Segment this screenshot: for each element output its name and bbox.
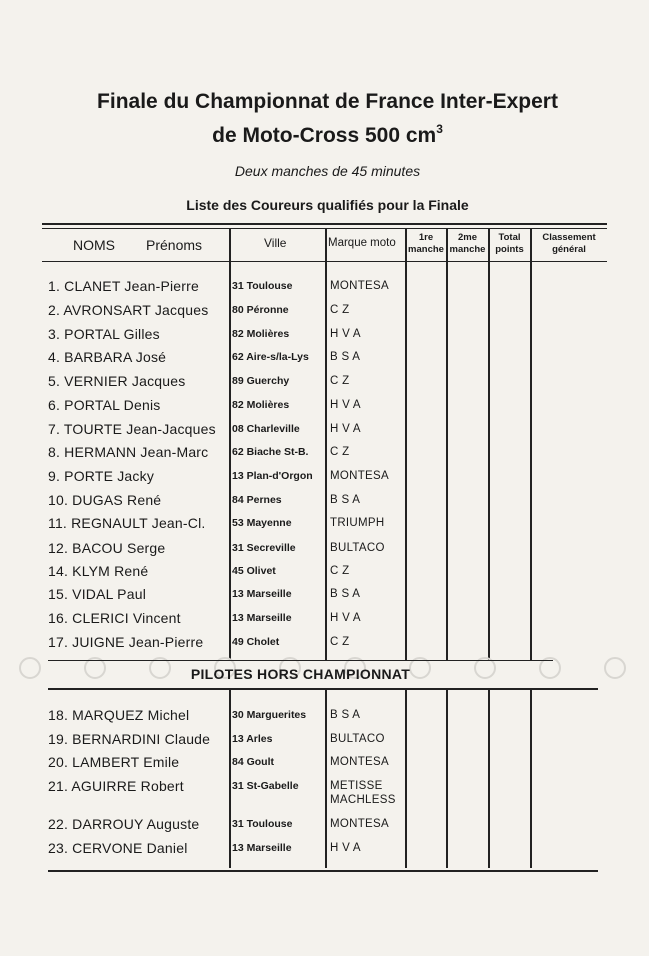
header-classement-line2: général [552, 244, 586, 255]
rider-city: 13 Marseille [232, 588, 292, 600]
table-row [0, 840, 649, 864]
table-row [0, 707, 649, 731]
header-manche-1-line2: manche [408, 244, 444, 255]
rider-moto: H V A [330, 328, 361, 340]
rider-city: 30 Marguerites [232, 709, 307, 721]
title-line-1: Finale du Championnat de France Inter-Expert [97, 90, 558, 113]
rider-city: 45 Olivet [232, 565, 276, 577]
rider-city: 82 Molières [232, 328, 290, 340]
rider-city: 13 Marseille [232, 612, 292, 624]
table-row [0, 816, 649, 840]
rider-moto: B S A [330, 494, 361, 506]
header-manche-1 [406, 232, 446, 256]
table-row [0, 634, 649, 658]
header-prenoms: Prénoms [146, 237, 203, 253]
header-classement [531, 232, 607, 256]
list-title: Liste des Coureurs qualifiés pour la Finale [186, 197, 469, 213]
rider-name: 23. CERVONE Daniel [48, 840, 188, 856]
rider-moto: MONTESA [330, 280, 389, 292]
rider-name: 20. LAMBERT Emile [48, 754, 180, 770]
rider-moto-line2: MACHLESS [330, 794, 396, 806]
rider-moto: H V A [330, 842, 361, 854]
rider-city: 62 Biache St-B. [232, 446, 309, 458]
header-manche-2-line2: manche [449, 244, 486, 255]
rider-moto: C Z [330, 446, 350, 458]
rider-moto: C Z [330, 636, 350, 648]
rider-moto-line1: METISSE [330, 780, 383, 792]
rider-moto: B S A [330, 709, 361, 721]
header-ville: Ville [264, 236, 287, 250]
rider-name: 15. VIDAL Paul [48, 586, 147, 602]
rider-moto: H V A [330, 399, 361, 411]
rider-moto: MONTESA [330, 470, 389, 482]
rider-city: 31 St-Gabelle [232, 780, 299, 792]
rider-name: 12. BACOU Serge [48, 540, 166, 556]
rider-name: 2. AVRONSART Jacques [48, 302, 209, 318]
rider-name: 17. JUIGNE Jean-Pierre [48, 634, 204, 650]
rider-name: 9. PORTE Jacky [48, 468, 155, 484]
rider-name: 7. TOURTE Jean-Jacques [48, 421, 216, 437]
section-title: PILOTES HORS CHAMPIONNAT [190, 666, 411, 682]
rider-name: 11. REGNAULT Jean-Cl. [48, 515, 206, 531]
rider-city: 80 Péronne [232, 304, 289, 316]
rider-city: 53 Mayenne [232, 517, 292, 529]
table-top-rule [42, 223, 607, 225]
header-classement-line1: Classement [542, 232, 596, 243]
rider-city: 13 Plan-d'Orgon [232, 470, 313, 482]
table-bottom-rule [48, 870, 598, 872]
table-row [0, 731, 649, 755]
table-row [0, 563, 649, 587]
header-manche-2-line1: 2me [457, 232, 477, 243]
rider-moto: TRIUMPH [330, 517, 385, 529]
header-total-line2: points [495, 244, 524, 255]
rider-moto [330, 779, 396, 807]
rider-name: 3. PORTAL Gilles [48, 326, 160, 342]
rider-city: 84 Pernes [232, 494, 282, 506]
table-row [0, 540, 649, 564]
rider-city: 13 Arles [232, 733, 273, 745]
table-row [0, 349, 649, 373]
rider-moto: MONTESA [330, 818, 389, 830]
rider-city: 82 Molières [232, 399, 290, 411]
rider-name: 19. BERNARDINI Claude [48, 731, 211, 747]
rider-moto: BULTACO [330, 542, 385, 554]
rider-name: 22. DARROUY Auguste [48, 816, 200, 832]
rider-name: 6. PORTAL Denis [48, 397, 161, 413]
rider-city: 84 Goult [232, 756, 275, 768]
rider-moto: C Z [330, 375, 350, 387]
rider-name: 5. VERNIER Jacques [48, 373, 186, 389]
rider-moto: B S A [330, 351, 361, 363]
rider-city: 31 Toulouse [232, 818, 293, 830]
rider-moto: H V A [330, 612, 361, 624]
table-row [0, 278, 649, 302]
rider-moto: MONTESA [330, 756, 389, 768]
rider-name: 4. BARBARA José [48, 349, 167, 365]
rider-city: 31 Toulouse [232, 280, 293, 292]
title-line-2 [40, 120, 615, 152]
title-line-2-text: de Moto-Cross 500 cm [212, 124, 437, 147]
table-row [0, 444, 649, 468]
table-row [0, 397, 649, 421]
rider-city: 08 Charleville [232, 423, 300, 435]
section-top-rule [48, 660, 553, 661]
title-superscript: 3 [436, 122, 443, 136]
rider-name: 8. HERMANN Jean-Marc [48, 444, 209, 460]
rider-moto: C Z [330, 304, 350, 316]
section-bottom-rule [48, 688, 598, 690]
table-row [0, 468, 649, 492]
header-manche-1-line1: 1re [418, 232, 434, 243]
rider-moto: H V A [330, 423, 361, 435]
rider-name: 14. KLYM René [48, 563, 149, 579]
rider-city: 62 Aire-s/la-Lys [232, 351, 309, 363]
table-row [0, 610, 649, 634]
rider-city: 31 Secreville [232, 542, 296, 554]
rider-moto: B S A [330, 588, 361, 600]
rider-city: 49 Cholet [232, 636, 280, 648]
rider-name: 1. CLANET Jean-Pierre [48, 278, 200, 294]
table-row [0, 326, 649, 350]
header-noms: NOMS [73, 237, 115, 253]
subtitle: Deux manches de 45 minutes [234, 163, 421, 179]
rider-name: 18. MARQUEZ Michel [48, 707, 190, 723]
table-row [0, 778, 649, 816]
rider-moto: C Z [330, 565, 350, 577]
table-row [0, 302, 649, 326]
table-row [0, 515, 649, 539]
rider-city: 89 Guerchy [232, 375, 290, 387]
table-row [0, 492, 649, 516]
rider-city: 13 Marseille [232, 842, 292, 854]
header-total-line1: Total [498, 232, 521, 243]
table-row [0, 373, 649, 397]
header-manche-2 [447, 232, 488, 256]
table-row [0, 586, 649, 610]
rider-name: 21. AGUIRRE Robert [48, 778, 184, 794]
rider-name: 10. DUGAS René [48, 492, 162, 508]
rider-name: 16. CLERICI Vincent [48, 610, 181, 626]
table-row [0, 421, 649, 445]
rider-moto: BULTACO [330, 733, 385, 745]
header-total [489, 232, 530, 256]
header-marque: Marque moto [328, 237, 396, 249]
table-row [0, 754, 649, 778]
